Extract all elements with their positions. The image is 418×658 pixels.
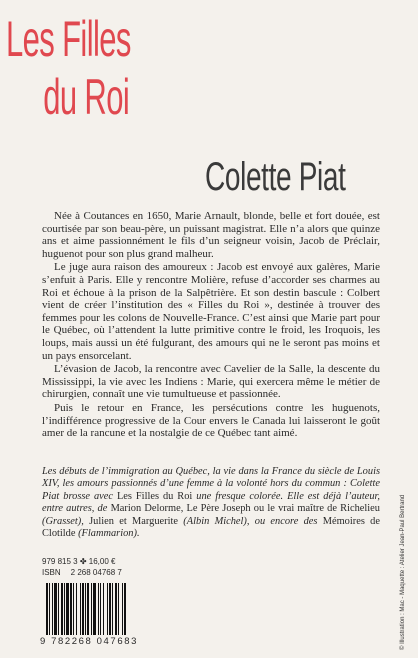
summary-paragraph-4: Puis le retour en France, les persécutions contre les huguenots, l’indifférence progressive de la Cour envers le Canada lui laisseront le goût amer de la rancune et la nostalgie de ce Québec tant aimé. [42, 401, 380, 440]
author-note [42, 466, 380, 540]
product-codes [42, 556, 122, 578]
publisher-ref: (Flammarion). [75, 528, 140, 540]
illustration-credit: © Illustration : Mac - Maquette : Atelier Jean-Paul Bertrand [400, 494, 406, 650]
isbn-label: ISBN [42, 568, 61, 577]
publisher-ref: (Albin Michel), ou encore des [178, 515, 323, 527]
summary-paragraph-1: Née à Coutances en 1650, Marie Arnault, blonde, belle et fort douée, est courtisée par son beau-père, un puissant magistrat. Elle n’a alors que quinze ans et aime passionnément le fils d’un seigneur voisin, Jacob de Préclair, huguenot pour son plus grand malheur. [42, 210, 380, 260]
author-note-text: Les débuts de l’immigration au Québec, la vie dans la France du siècle de Louis XIV, les amours passionnés d’une femme à la volonté hors du commun : Colette Piat brosse avec [42, 466, 380, 502]
author-note-text: une fresque colorée. Elle est déjà l’auteur, entre autres, de [42, 490, 381, 515]
book-title-ref: Les Filles du Roi [116, 490, 193, 502]
author-name: Colette Piat [205, 155, 346, 199]
other-works-ref: Mémoires de Clotilde [42, 515, 380, 540]
other-works-ref: Marion Delorme, Le Père Joseph ou le vrai maître de Richelieu [110, 503, 380, 515]
title-line-2: du Roi [43, 69, 130, 125]
isbn-number: 2 268 04768 7 [70, 568, 122, 577]
summary-paragraph-3: L’évasion de Jacob, la rencontre avec Cavelier de la Salle, la descente du Mississippi, la vie avec les Indiens : Marie, qui exercera même le métier de chirurgien, connaît une vie tumultueuse et passionnée. [42, 363, 380, 401]
publisher-logo-icon: ✤ [79, 557, 87, 566]
other-works-ref: Julien et Marguerite [89, 515, 179, 527]
title-line-1: Les Filles [6, 11, 131, 67]
summary-paragraph-2: Le juge aura raison des amoureux : Jacob est envoyé aux galères, Marie s’enfuit à Paris. Elle y rencontre Molière, refuse d’accorder ses charmes au Roi et échoue à la prison de la Salpêtrière. Et son destin bascule : Colbert vient de créer l’institution des « Filles du Roi », destinée à trouver des femmes pour les colons de Nouvelle-France. C’est ainsi que Marie part pour le Québec, où l’attendent la lutte primitive contre le froid, les Iroquois, les loups, mais aussi un été fulgurant, des amours qui ne le seront pas moins et un pays ensorcelant. [42, 261, 380, 362]
product-code: 979 815 3 [42, 557, 78, 566]
barcode-number: 9 782268 047683 [40, 636, 138, 647]
barcode-icon [44, 583, 164, 635]
price: 16,00 € [88, 557, 116, 566]
publisher-ref: (Grasset), [42, 515, 90, 527]
summary-text [42, 210, 380, 441]
book-title [6, 10, 131, 126]
